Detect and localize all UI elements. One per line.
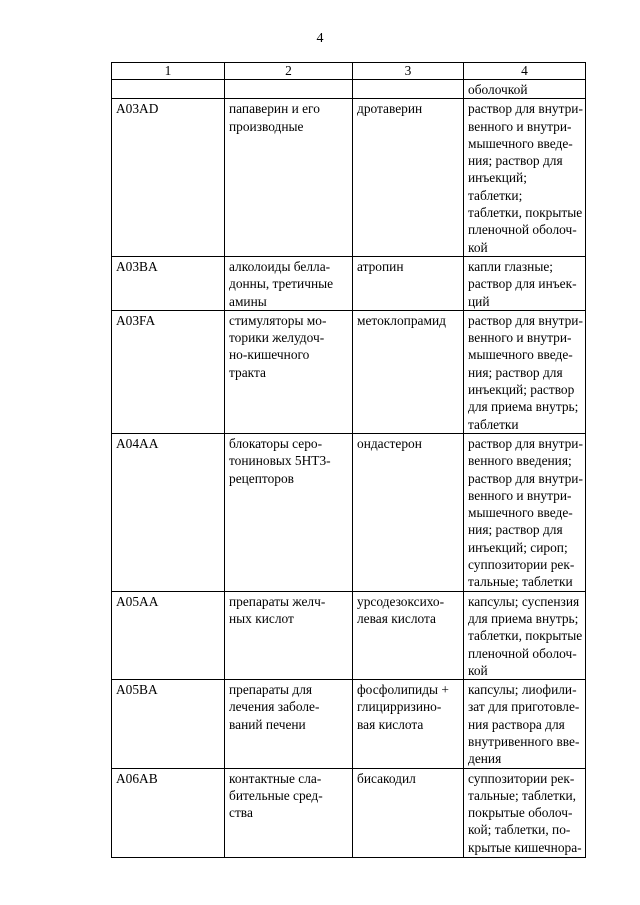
dosage-forms-cell: капли глазные; раствор для инъек- ций xyxy=(464,256,586,310)
drug-name-cell: атропин xyxy=(353,256,464,310)
pharmacological-group-cell: папаверин и его производные xyxy=(225,99,353,257)
table-row xyxy=(112,680,586,768)
atc-code-cell: A06AB xyxy=(112,768,225,857)
page-number: 4 xyxy=(316,31,324,46)
table-row xyxy=(112,80,586,99)
dosage-forms-cell: капсулы; суспензия для приема внутрь; таблетки, покрытые пленочной оболоч- кой xyxy=(464,591,586,679)
pharmacological-group-cell: препараты желч- ных кислот xyxy=(225,591,353,679)
atc-code-cell xyxy=(112,80,225,99)
dosage-forms-cell: оболочкой xyxy=(464,80,586,99)
table-row xyxy=(112,256,586,310)
pharmacological-group-cell: блокаторы серо- тониновых 5HT3- рецепторов xyxy=(225,433,353,591)
drug-name-cell: урсодезоксихо- левая кислота xyxy=(353,591,464,679)
table-row xyxy=(112,433,586,591)
drug-name-cell: бисакодил xyxy=(353,768,464,857)
drug-name-cell: фосфолипиды + глицирризино- вая кислота xyxy=(353,680,464,768)
table-row xyxy=(112,310,586,433)
header-cell-4: 4 xyxy=(464,63,586,80)
table-row xyxy=(112,99,586,257)
dosage-forms-cell: раствор для внутри- венного и внутри- мышечного введе- ния; раствор для инъекций; раствор для приема внутрь; таблетки xyxy=(464,310,586,433)
pharmacological-group-cell: контактные сла- бительные сред- ства xyxy=(225,768,353,857)
atc-code-cell: A03FA xyxy=(112,310,225,433)
dosage-forms-cell: капсулы; лиофили- зат для приготовле- ния раствора для внутривенного вве- дения xyxy=(464,680,586,768)
dosage-forms-cell: суппозитории рек- тальные; таблетки, покрытые оболоч- кой; таблетки, по- крытые кишечнора- xyxy=(464,768,586,857)
atc-code-cell: A05AA xyxy=(112,591,225,679)
header-cell-2: 2 xyxy=(225,63,353,80)
pharmacological-group-cell xyxy=(225,80,353,99)
drug-name-cell: дротаверин xyxy=(353,99,464,257)
table-body xyxy=(112,80,586,858)
drug-table xyxy=(111,62,586,858)
drug-name-cell: метоклопрамид xyxy=(353,310,464,433)
pharmacological-group-cell: стимуляторы мо- торики желудоч- но-кишечного тракта xyxy=(225,310,353,433)
table-header xyxy=(112,63,586,80)
atc-code-cell: A03BA xyxy=(112,256,225,310)
drug-name-cell xyxy=(353,80,464,99)
header-cell-3: 3 xyxy=(353,63,464,80)
pharmacological-group-cell: препараты для лечения заболе- ваний печени xyxy=(225,680,353,768)
dosage-forms-cell: раствор для внутри- венного введения; раствор для внутри- венного и внутри- мышечного введе- ния; раствор для инъекций; сироп; суппозитории рек- тальные; таблетки xyxy=(464,433,586,591)
header-cell-1: 1 xyxy=(112,63,225,80)
table-row xyxy=(112,591,586,679)
table-row xyxy=(112,768,586,857)
pharmacological-group-cell: алколоиды белла- донны, третичные амины xyxy=(225,256,353,310)
atc-code-cell: A03AD xyxy=(112,99,225,257)
dosage-forms-cell: раствор для внутри- венного и внутри- мышечного введе- ния; раствор для инъекций; таблетки; таблетки, покрытые пленочной оболоч- кой xyxy=(464,99,586,257)
header-row xyxy=(112,63,586,80)
drug-name-cell: ондастерон xyxy=(353,433,464,591)
atc-code-cell: A04AA xyxy=(112,433,225,591)
atc-code-cell: A05BA xyxy=(112,680,225,768)
